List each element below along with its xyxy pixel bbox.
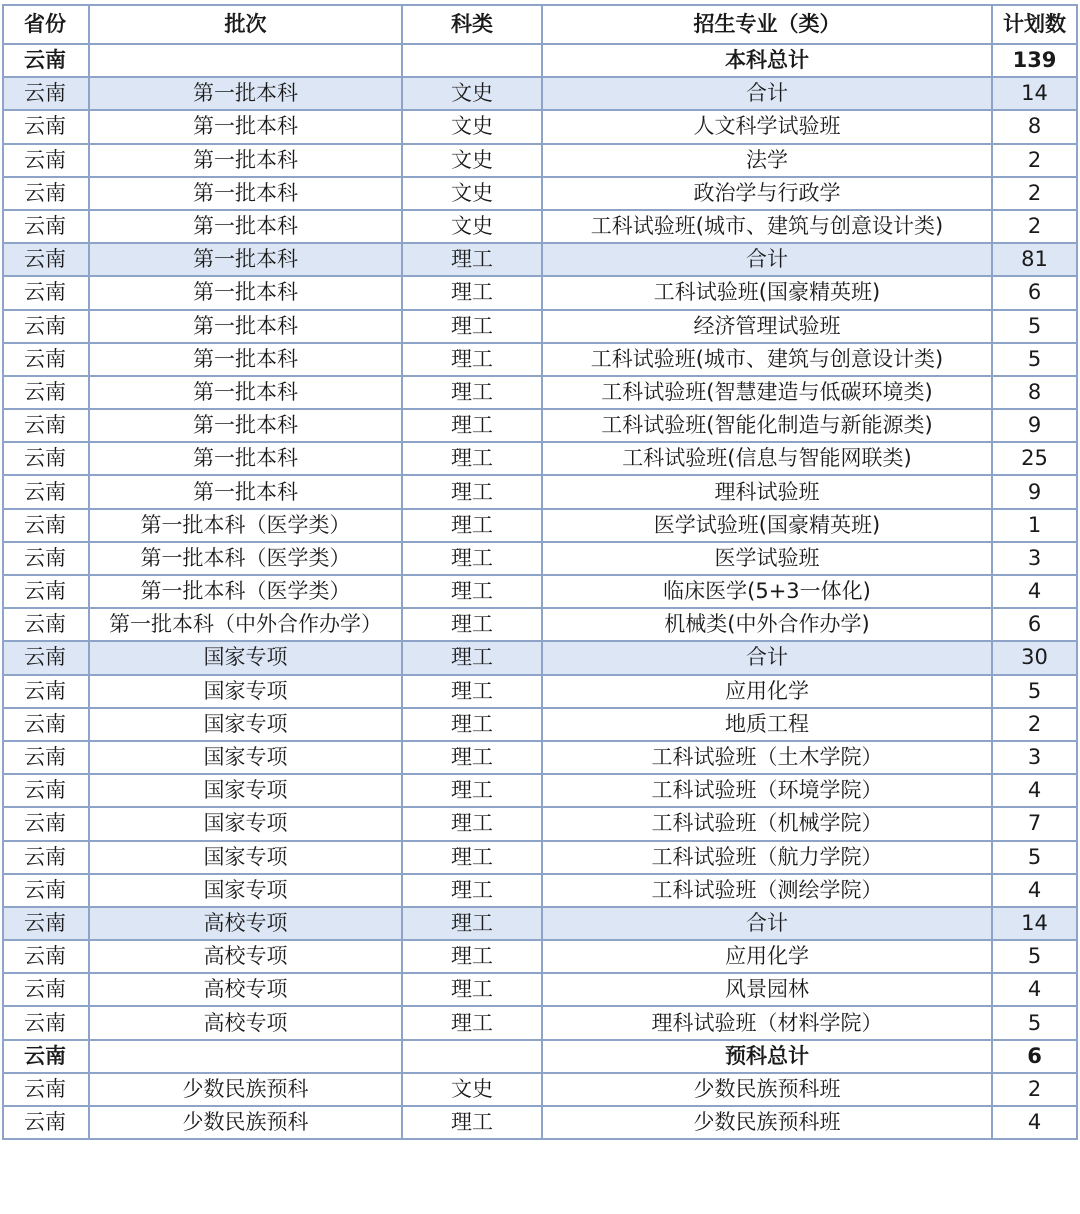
table-row (3, 542, 1077, 575)
cell-major: 合计 (542, 907, 992, 940)
cell-batch: 第一批本科 (89, 144, 402, 177)
cell-plan: 2 (992, 210, 1077, 243)
cell-plan: 2 (992, 1073, 1077, 1106)
subtotal-row (3, 907, 1077, 940)
cell-subject: 文史 (402, 77, 542, 110)
cell-province: 云南 (3, 874, 89, 907)
cell-province: 云南 (3, 1106, 89, 1139)
cell-plan: 3 (992, 542, 1077, 575)
cell-plan: 6 (992, 1040, 1077, 1073)
cell-batch: 第一批本科 (89, 442, 402, 475)
table-row (3, 807, 1077, 840)
cell-plan: 5 (992, 675, 1077, 708)
cell-batch (89, 1040, 402, 1073)
cell-plan: 8 (992, 376, 1077, 409)
cell-major: 本科总计 (542, 44, 992, 77)
cell-province: 云南 (3, 675, 89, 708)
subtotal-row (3, 77, 1077, 110)
cell-batch: 国家专项 (89, 675, 402, 708)
cell-subject: 理工 (402, 542, 542, 575)
cell-province: 云南 (3, 442, 89, 475)
table-row (3, 841, 1077, 874)
header-province: 省份 (3, 5, 89, 44)
cell-plan: 14 (992, 77, 1077, 110)
cell-major: 合计 (542, 641, 992, 674)
cell-major: 工科试验班(城市、建筑与创意设计类) (542, 343, 992, 376)
cell-subject: 理工 (402, 675, 542, 708)
cell-subject: 理工 (402, 509, 542, 542)
cell-subject: 理工 (402, 973, 542, 1006)
cell-batch: 第一批本科 (89, 210, 402, 243)
cell-plan: 1 (992, 509, 1077, 542)
table-row (3, 608, 1077, 641)
table-row (3, 973, 1077, 1006)
cell-plan: 5 (992, 1006, 1077, 1039)
cell-major: 工科试验班（土木学院） (542, 741, 992, 774)
cell-province: 云南 (3, 376, 89, 409)
cell-batch: 国家专项 (89, 641, 402, 674)
cell-subject: 文史 (402, 210, 542, 243)
cell-plan: 6 (992, 276, 1077, 309)
cell-subject: 理工 (402, 409, 542, 442)
cell-batch: 高校专项 (89, 907, 402, 940)
table-row (3, 1073, 1077, 1106)
cell-batch: 第一批本科（中外合作办学） (89, 608, 402, 641)
cell-plan: 8 (992, 110, 1077, 143)
table-row (3, 376, 1077, 409)
cell-subject: 理工 (402, 442, 542, 475)
table-row (3, 708, 1077, 741)
cell-batch: 国家专项 (89, 741, 402, 774)
cell-plan: 2 (992, 708, 1077, 741)
cell-major: 经济管理试验班 (542, 310, 992, 343)
cell-subject: 文史 (402, 144, 542, 177)
cell-batch: 第一批本科 (89, 243, 402, 276)
cell-plan: 139 (992, 44, 1077, 77)
cell-major: 少数民族预科班 (542, 1073, 992, 1106)
cell-subject: 理工 (402, 874, 542, 907)
cell-major: 医学试验班 (542, 542, 992, 575)
table-row (3, 475, 1077, 508)
cell-major: 预科总计 (542, 1040, 992, 1073)
table-row (3, 509, 1077, 542)
cell-province: 云南 (3, 44, 89, 77)
cell-province: 云南 (3, 243, 89, 276)
cell-plan: 5 (992, 841, 1077, 874)
cell-batch: 第一批本科（医学类） (89, 575, 402, 608)
table-row (3, 409, 1077, 442)
cell-plan: 4 (992, 774, 1077, 807)
cell-plan: 14 (992, 907, 1077, 940)
enrollment-plan-table (2, 4, 1078, 1140)
cell-plan: 7 (992, 807, 1077, 840)
cell-subject: 理工 (402, 807, 542, 840)
table-row (3, 442, 1077, 475)
cell-province: 云南 (3, 1073, 89, 1106)
cell-batch: 少数民族预科 (89, 1073, 402, 1106)
table-row (3, 675, 1077, 708)
cell-major: 机械类(中外合作办学) (542, 608, 992, 641)
cell-province: 云南 (3, 110, 89, 143)
cell-province: 云南 (3, 509, 89, 542)
cell-plan: 4 (992, 1106, 1077, 1139)
cell-plan: 4 (992, 973, 1077, 1006)
cell-plan: 5 (992, 310, 1077, 343)
cell-plan: 6 (992, 608, 1077, 641)
cell-subject: 理工 (402, 708, 542, 741)
cell-subject: 理工 (402, 243, 542, 276)
table-row (3, 177, 1077, 210)
cell-province: 云南 (3, 641, 89, 674)
cell-batch: 国家专项 (89, 874, 402, 907)
table-row (3, 310, 1077, 343)
cell-batch: 国家专项 (89, 807, 402, 840)
header-major: 招生专业（类） (542, 5, 992, 44)
cell-batch: 第一批本科 (89, 376, 402, 409)
table-row (3, 343, 1077, 376)
cell-major: 理科试验班（材料学院） (542, 1006, 992, 1039)
cell-subject: 理工 (402, 641, 542, 674)
cell-major: 应用化学 (542, 675, 992, 708)
cell-plan: 9 (992, 475, 1077, 508)
cell-province: 云南 (3, 1006, 89, 1039)
cell-plan: 2 (992, 177, 1077, 210)
cell-batch: 第一批本科 (89, 77, 402, 110)
cell-subject: 文史 (402, 1073, 542, 1106)
cell-subject: 理工 (402, 1006, 542, 1039)
table-row (3, 575, 1077, 608)
subtotal-row (3, 641, 1077, 674)
cell-major: 工科试验班（航力学院） (542, 841, 992, 874)
cell-plan: 30 (992, 641, 1077, 674)
header-row (3, 5, 1077, 44)
cell-province: 云南 (3, 575, 89, 608)
cell-subject: 理工 (402, 276, 542, 309)
cell-subject: 文史 (402, 110, 542, 143)
cell-province: 云南 (3, 276, 89, 309)
cell-province: 云南 (3, 542, 89, 575)
cell-province: 云南 (3, 177, 89, 210)
cell-major: 合计 (542, 243, 992, 276)
cell-plan: 3 (992, 741, 1077, 774)
cell-subject: 理工 (402, 1106, 542, 1139)
table-row (3, 1106, 1077, 1139)
cell-province: 云南 (3, 210, 89, 243)
cell-major: 工科试验班（测绘学院） (542, 874, 992, 907)
cell-batch: 第一批本科 (89, 343, 402, 376)
table-header (3, 5, 1077, 44)
total-row (3, 1040, 1077, 1073)
cell-province: 云南 (3, 708, 89, 741)
cell-province: 云南 (3, 608, 89, 641)
cell-province: 云南 (3, 774, 89, 807)
cell-major: 医学试验班(国豪精英班) (542, 509, 992, 542)
table-body (3, 44, 1077, 1139)
table-row (3, 144, 1077, 177)
cell-batch: 第一批本科 (89, 310, 402, 343)
cell-batch: 第一批本科（医学类） (89, 509, 402, 542)
cell-subject: 理工 (402, 608, 542, 641)
cell-province: 云南 (3, 907, 89, 940)
cell-subject: 理工 (402, 774, 542, 807)
cell-major: 风景园林 (542, 973, 992, 1006)
cell-subject: 理工 (402, 376, 542, 409)
cell-subject: 文史 (402, 177, 542, 210)
cell-batch: 少数民族预科 (89, 1106, 402, 1139)
cell-major: 工科试验班（环境学院） (542, 774, 992, 807)
cell-major: 工科试验班(智能化制造与新能源类) (542, 409, 992, 442)
table-row (3, 210, 1077, 243)
cell-plan: 81 (992, 243, 1077, 276)
header-subject: 科类 (402, 5, 542, 44)
cell-plan: 5 (992, 343, 1077, 376)
cell-major: 工科试验班(信息与智能网联类) (542, 442, 992, 475)
cell-plan: 2 (992, 144, 1077, 177)
cell-province: 云南 (3, 940, 89, 973)
cell-batch: 第一批本科 (89, 475, 402, 508)
cell-major: 工科试验班(国豪精英班) (542, 276, 992, 309)
cell-batch: 第一批本科 (89, 276, 402, 309)
cell-province: 云南 (3, 1040, 89, 1073)
cell-batch: 第一批本科（医学类） (89, 542, 402, 575)
table-row (3, 774, 1077, 807)
cell-plan: 9 (992, 409, 1077, 442)
cell-province: 云南 (3, 310, 89, 343)
cell-subject: 理工 (402, 575, 542, 608)
cell-major: 理科试验班 (542, 475, 992, 508)
cell-batch: 国家专项 (89, 774, 402, 807)
cell-subject (402, 44, 542, 77)
cell-batch: 高校专项 (89, 1006, 402, 1039)
cell-plan: 25 (992, 442, 1077, 475)
table-row (3, 741, 1077, 774)
cell-major: 地质工程 (542, 708, 992, 741)
cell-plan: 4 (992, 874, 1077, 907)
cell-major: 人文科学试验班 (542, 110, 992, 143)
cell-subject: 理工 (402, 741, 542, 774)
cell-major: 工科试验班（机械学院） (542, 807, 992, 840)
cell-subject: 理工 (402, 841, 542, 874)
cell-province: 云南 (3, 77, 89, 110)
cell-province: 云南 (3, 841, 89, 874)
cell-batch: 第一批本科 (89, 409, 402, 442)
cell-plan: 4 (992, 575, 1077, 608)
cell-plan: 5 (992, 940, 1077, 973)
cell-major: 工科试验班(智慧建造与低碳环境类) (542, 376, 992, 409)
header-batch: 批次 (89, 5, 402, 44)
cell-major: 政治学与行政学 (542, 177, 992, 210)
cell-province: 云南 (3, 144, 89, 177)
cell-province: 云南 (3, 475, 89, 508)
header-plan: 计划数 (992, 5, 1077, 44)
table-row (3, 276, 1077, 309)
cell-subject (402, 1040, 542, 1073)
cell-province: 云南 (3, 807, 89, 840)
table-row (3, 1006, 1077, 1039)
cell-major: 应用化学 (542, 940, 992, 973)
cell-province: 云南 (3, 343, 89, 376)
cell-major: 法学 (542, 144, 992, 177)
total-row (3, 44, 1077, 77)
cell-subject: 理工 (402, 907, 542, 940)
cell-province: 云南 (3, 973, 89, 1006)
cell-batch (89, 44, 402, 77)
cell-major: 工科试验班(城市、建筑与创意设计类) (542, 210, 992, 243)
cell-major: 合计 (542, 77, 992, 110)
table-row (3, 110, 1077, 143)
table-row (3, 874, 1077, 907)
table-row (3, 940, 1077, 973)
cell-batch: 高校专项 (89, 940, 402, 973)
cell-batch: 第一批本科 (89, 177, 402, 210)
cell-subject: 理工 (402, 343, 542, 376)
cell-province: 云南 (3, 409, 89, 442)
cell-subject: 理工 (402, 310, 542, 343)
cell-major: 少数民族预科班 (542, 1106, 992, 1139)
cell-province: 云南 (3, 741, 89, 774)
subtotal-row (3, 243, 1077, 276)
cell-subject: 理工 (402, 475, 542, 508)
cell-batch: 高校专项 (89, 973, 402, 1006)
cell-batch: 国家专项 (89, 708, 402, 741)
cell-batch: 第一批本科 (89, 110, 402, 143)
cell-batch: 国家专项 (89, 841, 402, 874)
cell-major: 临床医学(5+3一体化) (542, 575, 992, 608)
cell-subject: 理工 (402, 940, 542, 973)
